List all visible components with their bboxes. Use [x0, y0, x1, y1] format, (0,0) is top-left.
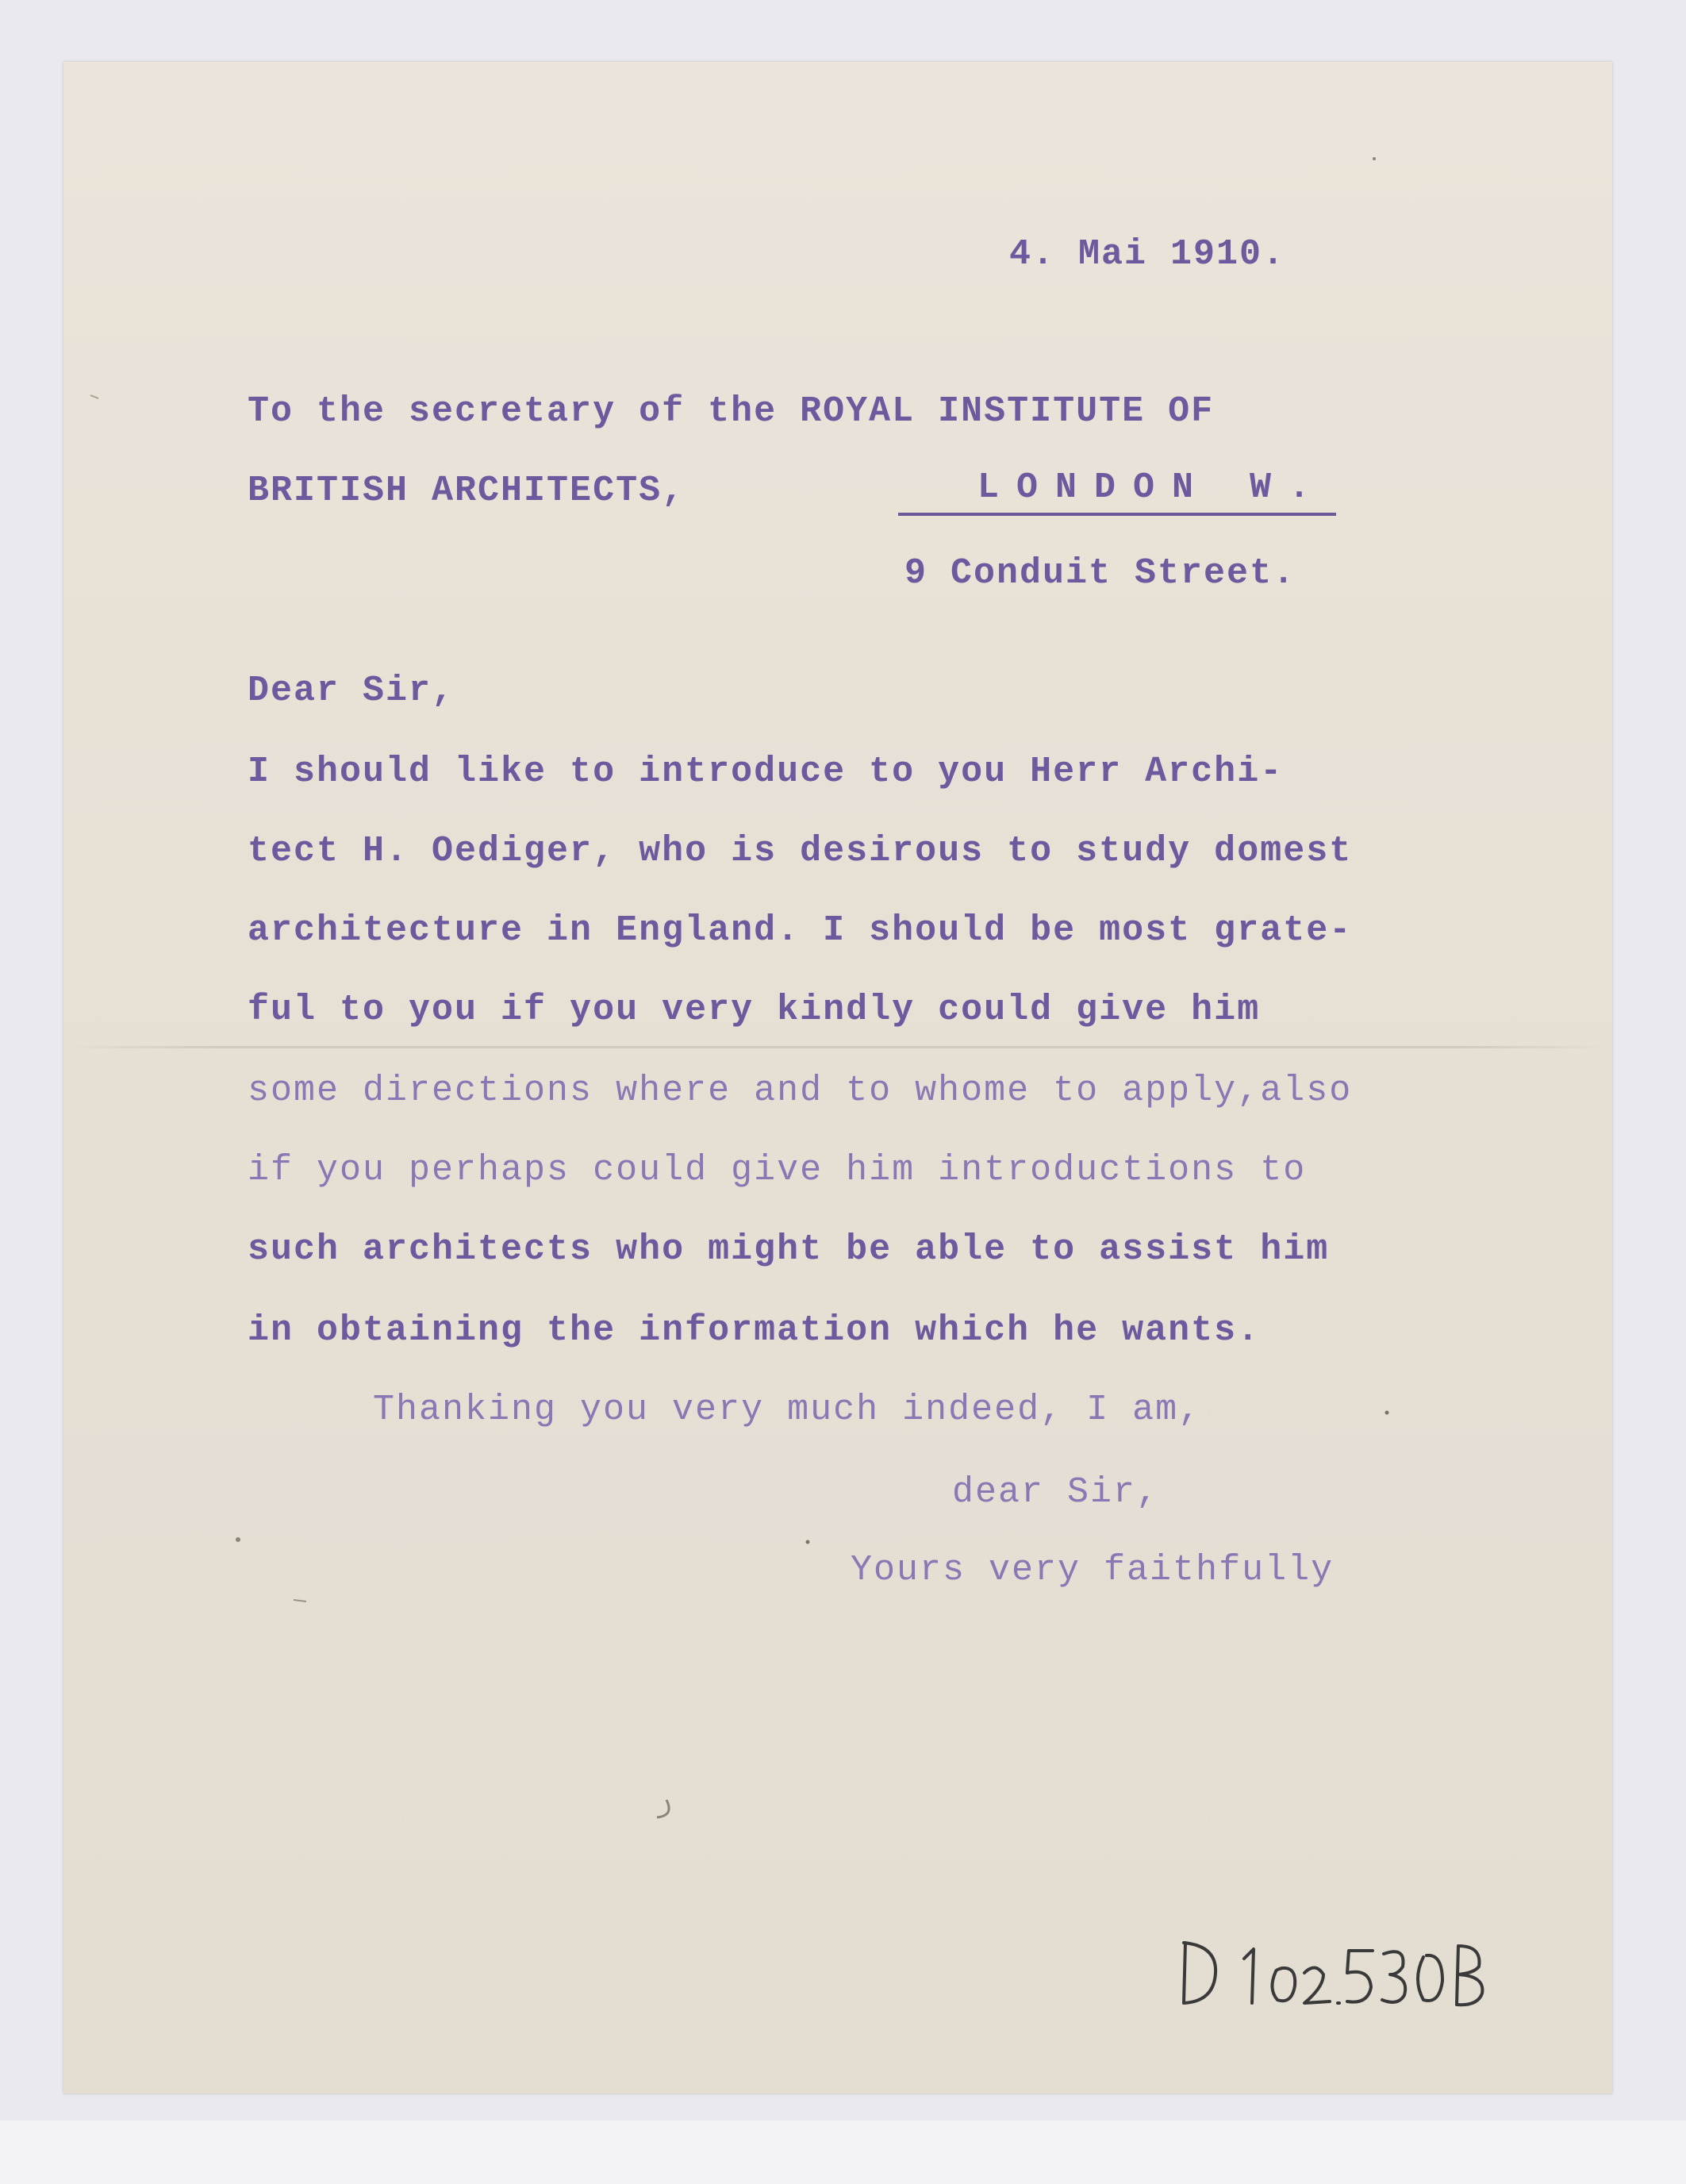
- body-line: ful to you if you very kindly could give him: [248, 990, 1261, 1030]
- body-line: tect H. Oediger, who is desirous to study domest: [248, 831, 1353, 871]
- body-line: architecture in England. I should be most grate-: [248, 910, 1353, 951]
- thanks-line: Thanking you very much indeed, I am,: [373, 1390, 1202, 1430]
- scan-backdrop: [0, 2121, 1686, 2184]
- letter-page: [63, 62, 1612, 2094]
- body-line: such architects who might be able to assist him: [248, 1229, 1330, 1270]
- salutation: Dear Sir,: [248, 671, 455, 711]
- letter-date: 4. Mai 1910.: [1009, 234, 1286, 275]
- archive-number-handwritten: [1168, 1927, 1501, 2022]
- recipient-line-1: To the secretary of the ROYAL INSTITUTE OF: [248, 391, 1215, 432]
- body-line: if you perhaps could give him introductions to: [248, 1150, 1307, 1190]
- closing-dear-sir: dear Sir,: [952, 1472, 1160, 1513]
- body-line: in obtaining the information which he wants.: [248, 1310, 1261, 1351]
- recipient-line-2: BRITISH ARCHITECTS,: [248, 471, 686, 511]
- body-line: I should like to introduce to you Herr Archi-: [248, 752, 1284, 792]
- closing-yours-faithfully: Yours very faithfully: [851, 1550, 1335, 1590]
- city-underline: [898, 513, 1336, 516]
- recipient-city: LONDON W.: [977, 467, 1328, 508]
- body-line: some directions where and to whome to apply,also: [248, 1071, 1353, 1111]
- recipient-street: 9 Conduit Street.: [904, 553, 1296, 594]
